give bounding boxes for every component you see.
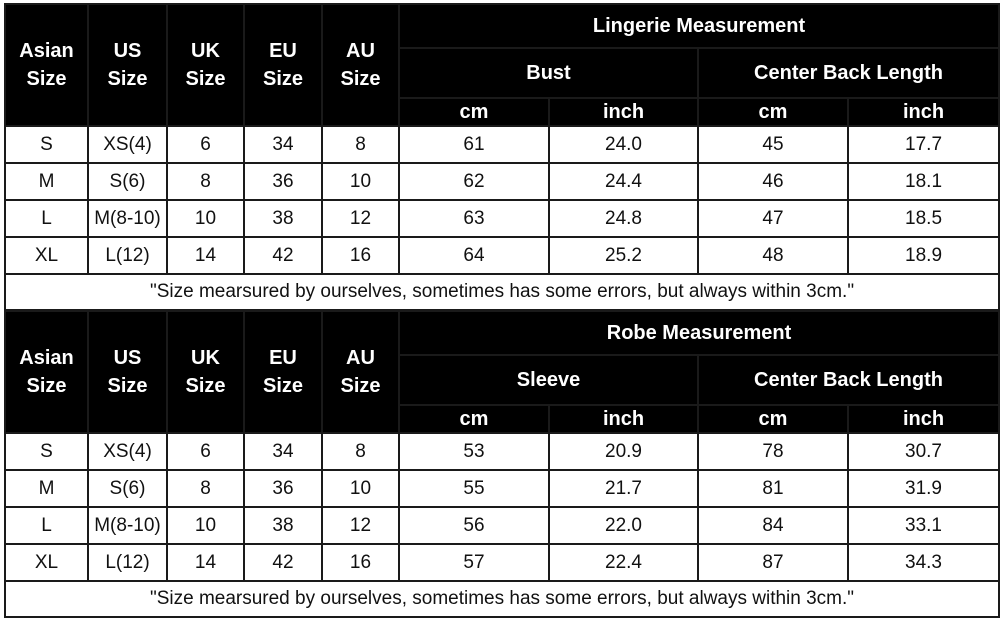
- table-cell: 81: [698, 470, 848, 507]
- header-us-size: US Size: [88, 311, 167, 433]
- table-cell: L(12): [88, 544, 167, 581]
- table-cell: XL: [5, 237, 88, 274]
- table-cell: S(6): [88, 470, 167, 507]
- table-cell: 16: [322, 237, 399, 274]
- robe-unit-cm: cm: [399, 405, 549, 433]
- table-cell: 12: [322, 507, 399, 544]
- header-eu-size: EU Size: [244, 4, 322, 126]
- lingerie-unit-cm: cm: [399, 98, 549, 126]
- table-cell: 34.3: [848, 544, 999, 581]
- table-cell: S(6): [88, 163, 167, 200]
- table-cell: 8: [167, 470, 244, 507]
- table-cell: 21.7: [549, 470, 698, 507]
- table-cell: 6: [167, 126, 244, 163]
- header-eu-size: EU Size: [244, 311, 322, 433]
- table-cell: 48: [698, 237, 848, 274]
- table-cell: L(12): [88, 237, 167, 274]
- table-cell: 34: [244, 126, 322, 163]
- table-cell: 14: [167, 237, 244, 274]
- table-cell: 55: [399, 470, 549, 507]
- header-au-size: AU Size: [322, 4, 399, 126]
- table-row: [5, 200, 999, 237]
- table-cell: 61: [399, 126, 549, 163]
- lingerie-note: "Size mearsured by ourselves, sometimes has some errors, but always within 3cm.": [5, 274, 999, 310]
- table-cell: 25.2: [549, 237, 698, 274]
- table-cell: 10: [167, 200, 244, 237]
- table-cell: 20.9: [549, 433, 698, 470]
- robe-unit-inch: inch: [848, 405, 999, 433]
- table-cell: 36: [244, 470, 322, 507]
- robe-unit-inch: inch: [549, 405, 698, 433]
- table-cell: 6: [167, 433, 244, 470]
- table-cell: XS(4): [88, 126, 167, 163]
- table-cell: 18.1: [848, 163, 999, 200]
- table-cell: M: [5, 163, 88, 200]
- table-cell: 78: [698, 433, 848, 470]
- table-cell: S: [5, 433, 88, 470]
- table-cell: M(8-10): [88, 200, 167, 237]
- lingerie-size-table: [4, 3, 1000, 311]
- table-cell: 24.8: [549, 200, 698, 237]
- table-cell: 12: [322, 200, 399, 237]
- table-cell: 56: [399, 507, 549, 544]
- robe-group-sleeve: Sleeve: [399, 355, 698, 405]
- table-cell: 33.1: [848, 507, 999, 544]
- robe-note: "Size mearsured by ourselves, sometimes has some errors, but always within 3cm.": [5, 581, 999, 617]
- table-cell: 46: [698, 163, 848, 200]
- table-cell: M(8-10): [88, 507, 167, 544]
- table-row: [5, 433, 999, 470]
- table-cell: 45: [698, 126, 848, 163]
- header-asian-size: Asian Size: [5, 311, 88, 433]
- robe-unit-cm: cm: [698, 405, 848, 433]
- table-cell: 16: [322, 544, 399, 581]
- header-uk-size: UK Size: [167, 4, 244, 126]
- header-uk-size: UK Size: [167, 311, 244, 433]
- lingerie-table-title: Lingerie Measurement: [399, 4, 999, 48]
- table-cell: 18.5: [848, 200, 999, 237]
- table-cell: S: [5, 126, 88, 163]
- table-row: [5, 470, 999, 507]
- table-cell: 18.9: [848, 237, 999, 274]
- table-cell: 10: [322, 470, 399, 507]
- table-cell: 10: [322, 163, 399, 200]
- table-cell: 24.0: [549, 126, 698, 163]
- table-cell: L: [5, 200, 88, 237]
- lingerie-unit-cm: cm: [698, 98, 848, 126]
- table-cell: 64: [399, 237, 549, 274]
- table-cell: 14: [167, 544, 244, 581]
- lingerie-rows: [5, 126, 999, 274]
- table-row: [5, 544, 999, 581]
- robe-group-back-length: Center Back Length: [698, 355, 999, 405]
- lingerie-group-bust: Bust: [399, 48, 698, 98]
- table-cell: 8: [322, 433, 399, 470]
- table-cell: 38: [244, 507, 322, 544]
- table-cell: 8: [322, 126, 399, 163]
- table-cell: 22.0: [549, 507, 698, 544]
- table-cell: 42: [244, 544, 322, 581]
- robe-size-table: [4, 310, 1000, 618]
- table-row: [5, 126, 999, 163]
- header-us-size: US Size: [88, 4, 167, 126]
- table-cell: 63: [399, 200, 549, 237]
- table-cell: 62: [399, 163, 549, 200]
- table-cell: 84: [698, 507, 848, 544]
- header-au-size: AU Size: [322, 311, 399, 433]
- table-cell: 53: [399, 433, 549, 470]
- table-cell: 36: [244, 163, 322, 200]
- table-cell: 30.7: [848, 433, 999, 470]
- table-cell: XL: [5, 544, 88, 581]
- table-cell: XS(4): [88, 433, 167, 470]
- table-cell: 87: [698, 544, 848, 581]
- table-cell: 57: [399, 544, 549, 581]
- lingerie-unit-inch: inch: [848, 98, 999, 126]
- table-cell: 17.7: [848, 126, 999, 163]
- table-row: [5, 507, 999, 544]
- table-cell: 47: [698, 200, 848, 237]
- robe-rows: [5, 433, 999, 581]
- table-cell: L: [5, 507, 88, 544]
- table-cell: M: [5, 470, 88, 507]
- lingerie-group-back-length: Center Back Length: [698, 48, 999, 98]
- table-cell: 34: [244, 433, 322, 470]
- table-cell: 10: [167, 507, 244, 544]
- table-cell: 24.4: [549, 163, 698, 200]
- table-cell: 38: [244, 200, 322, 237]
- table-cell: 22.4: [549, 544, 698, 581]
- lingerie-unit-inch: inch: [549, 98, 698, 126]
- robe-table-title: Robe Measurement: [399, 311, 999, 355]
- table-cell: 8: [167, 163, 244, 200]
- header-asian-size: Asian Size: [5, 4, 88, 126]
- table-cell: 31.9: [848, 470, 999, 507]
- table-row: [5, 237, 999, 274]
- table-row: [5, 163, 999, 200]
- table-cell: 42: [244, 237, 322, 274]
